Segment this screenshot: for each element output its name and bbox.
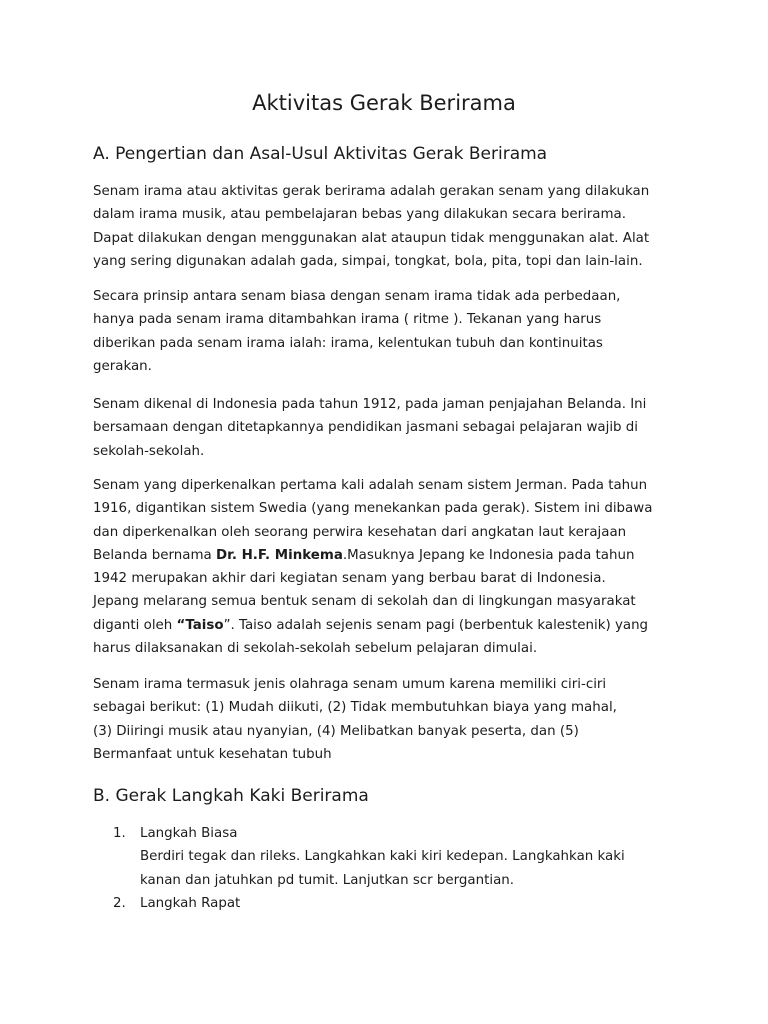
list-item-title: Langkah Biasa xyxy=(140,826,238,841)
text-line: Senam yang diperkenalkan pertama kali adalah senam sistem Jerman. Pada tahun xyxy=(93,478,648,493)
text-line: (3) Diiringi musik atau nyanyian, (4) Melibatkan banyak peserta, dan (5) xyxy=(93,723,579,739)
text-line: dan diperkenalkan oleh seorang perwira kesehatan dari angkatan laut kerajaan xyxy=(93,524,627,540)
section-a-heading: A. Pengertian dan Asal-Usul Aktivitas Gerak Berirama xyxy=(93,144,548,164)
text-line: Senam irama atau aktivitas gerak berirama adalah gerakan senam yang dilakukan xyxy=(93,184,650,199)
text-line: 1916, digantikan sistem Swedia (yang menekankan pada gerak). Sistem ini dibawa xyxy=(93,501,653,517)
text-line: Jepang melarang semua bentuk senam di sekolah dan di lingkungan masyarakat xyxy=(93,594,636,610)
list-item xyxy=(93,822,693,892)
text-line: harus dilaksanakan di sekolah-sekolah sebelum pelajaran dimulai. xyxy=(93,641,538,657)
text-line: bersamaan dengan ditetapkannya pendidikan jasmani sebagai pelajaran wajib di xyxy=(93,420,639,436)
text-line: Secara prinsip antara senam biasa dengan senam irama tidak ada perbedaan, xyxy=(93,289,621,304)
paragraph-history-1912 xyxy=(93,393,693,463)
text-segment: ”. Taiso adalah sejenis senam pagi (berbentuk kalestenik) yang xyxy=(223,617,649,633)
text-line: diberikan pada senam irama ialah: irama, kelentukan tubuh dan kontinuitas xyxy=(93,335,603,351)
text-line: 1942 merupakan akhir dari kegiatan senam yang berbau barat di Indonesia. xyxy=(93,571,606,587)
text-line: sekolah-sekolah. xyxy=(93,443,205,459)
page-title: Aktivitas Gerak Berirama xyxy=(252,91,516,115)
paragraph-history-systems xyxy=(93,474,693,660)
text-line: Bermanfaat untuk kesehatan tubuh xyxy=(93,746,332,762)
list-number: 2. xyxy=(113,895,126,911)
text-line: yang sering digunakan adalah gada, simpai, tongkat, bola, pita, topi dan lain-lain. xyxy=(93,253,643,269)
list-item-desc-line: Berdiri tegak dan rileks. Langkahkan kaki kiri kedepan. Langkahkan kaki xyxy=(140,849,625,865)
paragraph-characteristics xyxy=(93,673,693,766)
paragraph-definition xyxy=(93,180,693,273)
text-line xyxy=(93,544,693,567)
text-line: sebagai berikut: (1) Mudah diikuti, (2) Tidak membutuhkan biaya yang mahal, xyxy=(93,700,617,716)
list-item xyxy=(93,892,693,915)
list-item-desc-line: kanan dan jatuhkan pd tumit. Lanjutkan scr bergantian. xyxy=(140,872,515,888)
list-item-title: Langkah Rapat xyxy=(140,895,241,911)
text-line xyxy=(93,614,693,637)
text-line: Senam dikenal di Indonesia pada tahun 1912, pada jaman penjajahan Belanda. Ini xyxy=(93,397,647,412)
text-line: Dapat dilakukan dengan menggunakan alat ataupun tidak menggunakan alat. Alat xyxy=(93,230,650,246)
text-segment: diganti oleh xyxy=(93,617,177,633)
term-taiso: “Taiso xyxy=(176,617,224,633)
paragraph-principle xyxy=(93,285,693,378)
step-list xyxy=(93,822,693,915)
text-line: hanya pada senam irama ditambahkan irama ( ritme ). Tekanan yang harus xyxy=(93,312,602,328)
text-segment: Belanda bernama xyxy=(93,547,217,563)
text-line: dalam irama musik, atau pembelajaran bebas yang dilakukan secara berirama. xyxy=(93,207,627,223)
text-line: gerakan. xyxy=(93,358,152,374)
person-name: Dr. H.F. Minkema xyxy=(216,547,343,563)
text-segment: .Masuknya Jepang ke Indonesia pada tahun xyxy=(342,547,635,563)
text-line: Senam irama termasuk jenis olahraga senam umum karena memiliki ciri-ciri xyxy=(93,677,607,692)
list-number: 1. xyxy=(113,826,126,841)
section-b-heading: B. Gerak Langkah Kaki Berirama xyxy=(93,786,369,806)
